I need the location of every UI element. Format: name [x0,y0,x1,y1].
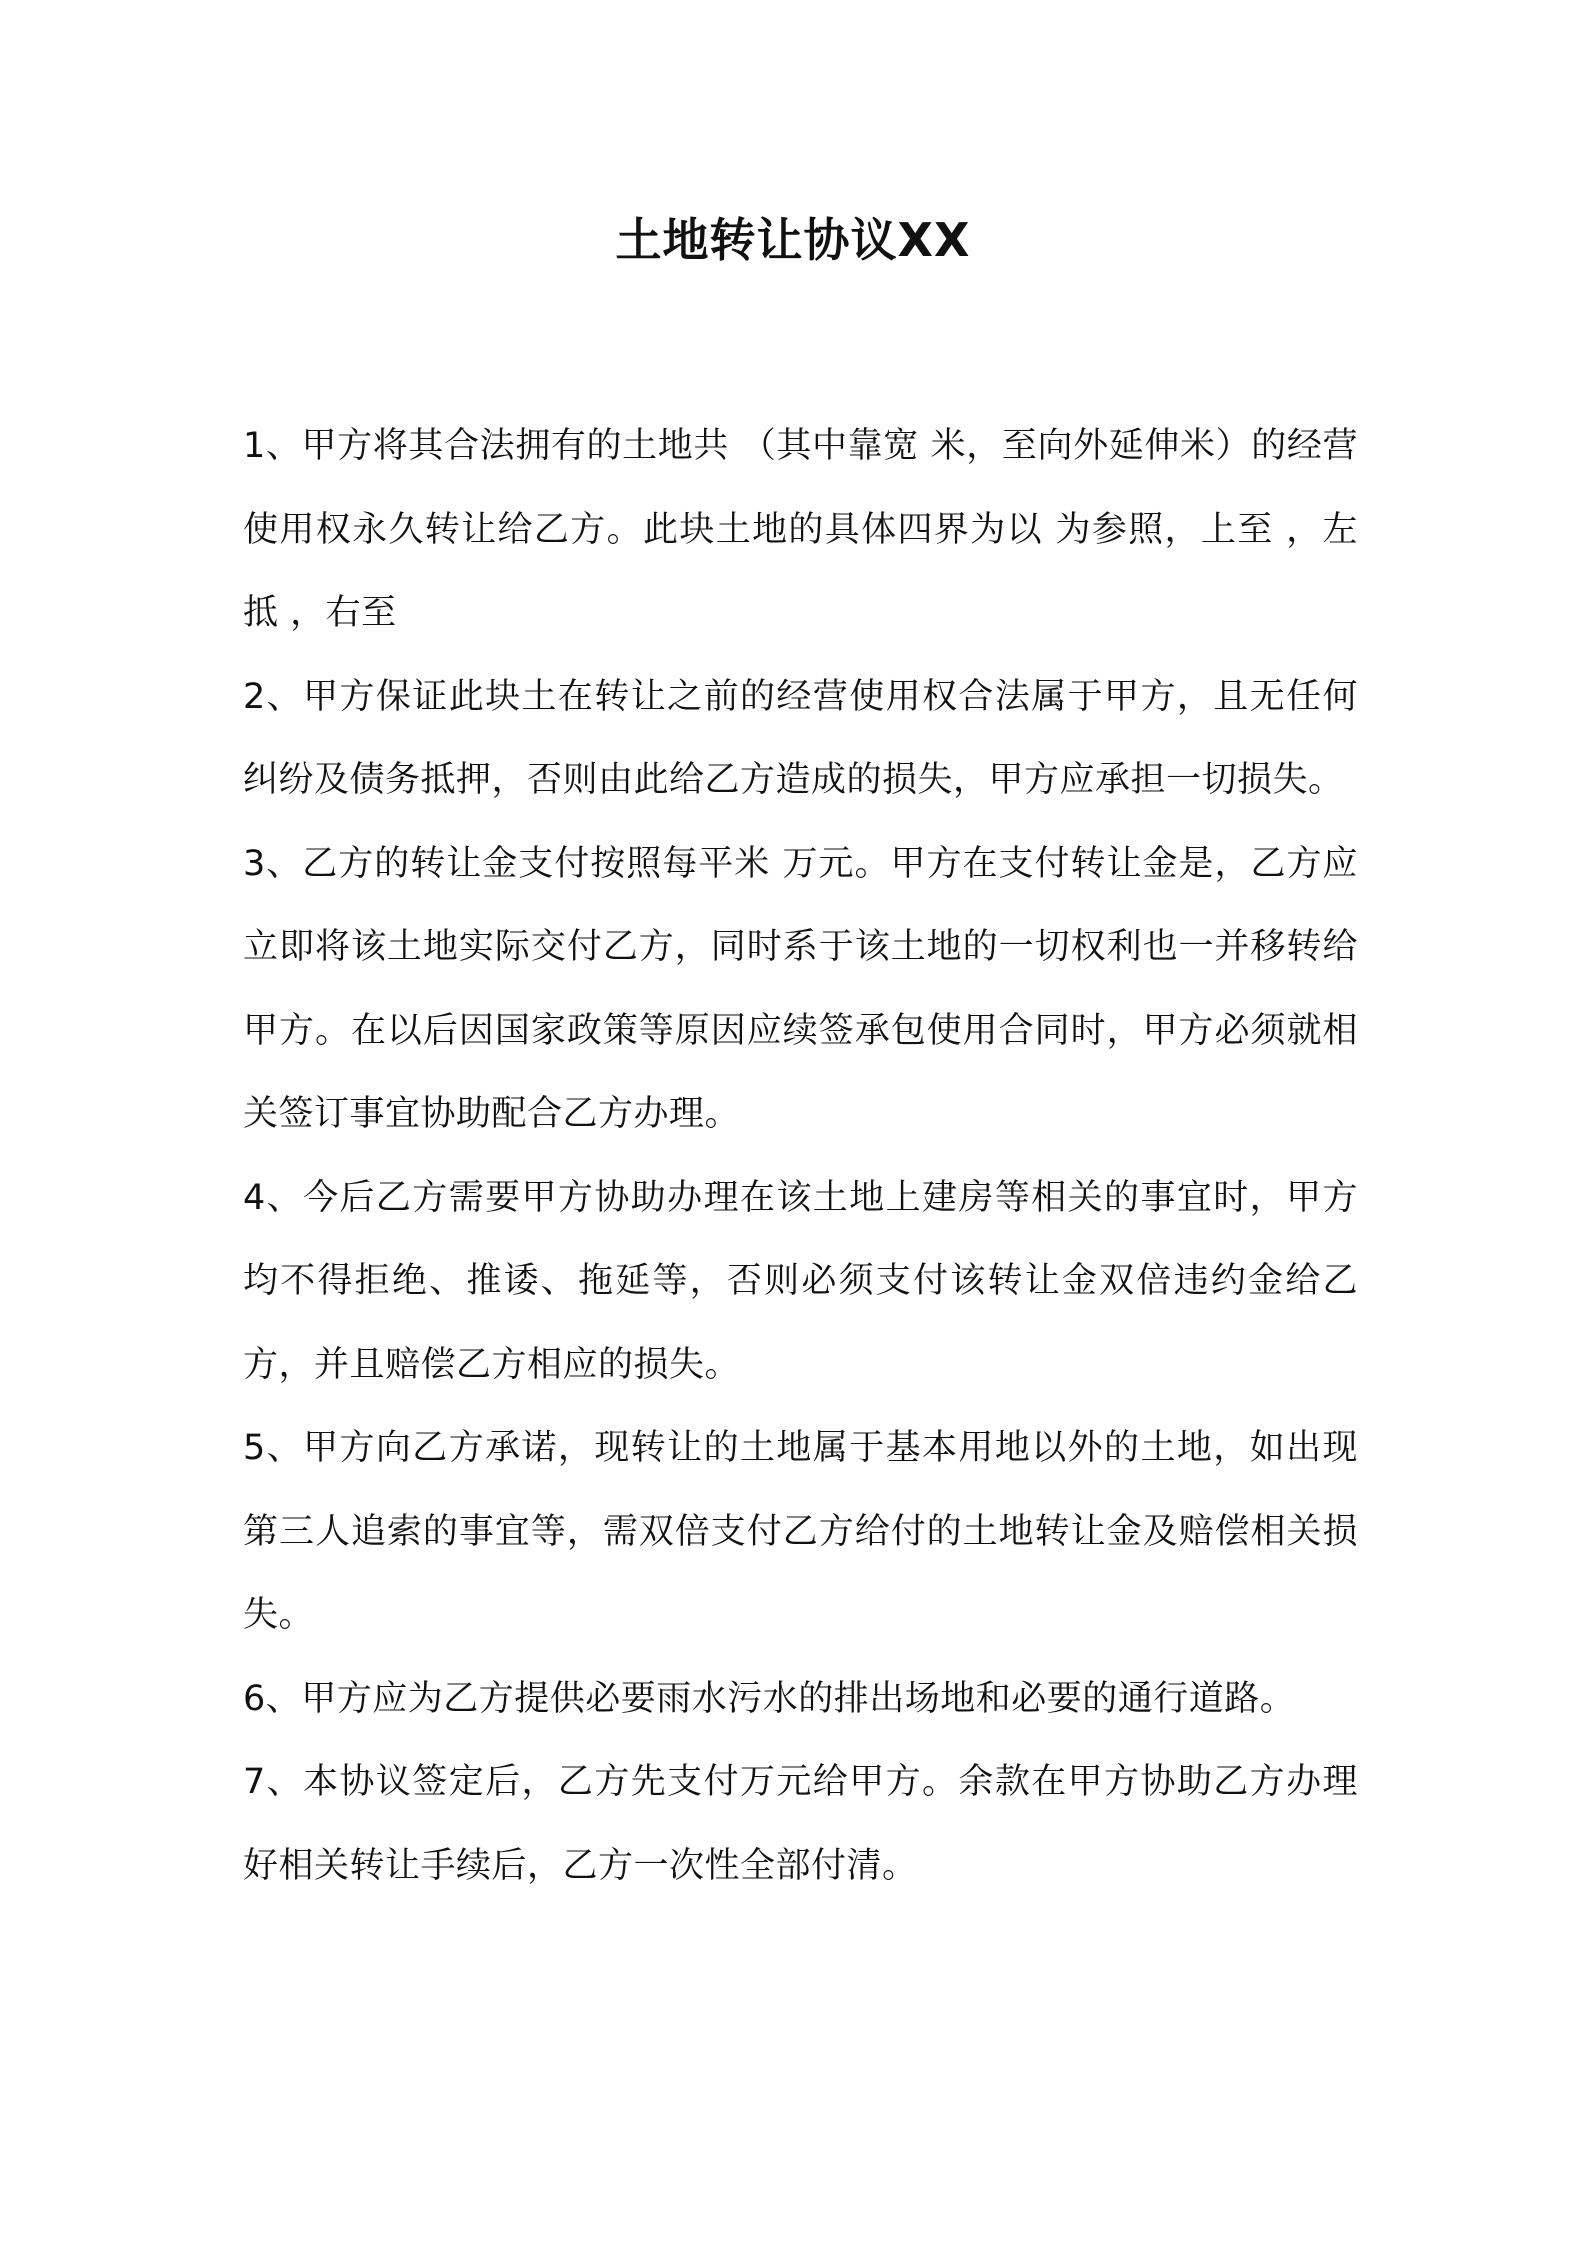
clause-6: 6、甲方应为乙方提供必要雨水污水的排出场地和必要的通行道路。 [243,1678,1296,1719]
clause-3: 3、乙方的转让金支付按照每平米 万元。甲方在支付转让金是，乙方应立即将该土地实际交付乙方，同时系于该土地的一切权利也一并移转给甲方。在以后因国家政策等原因应续签承包使用合同时，甲方必须就相关签订事宜协助配合乙方办理。 [243,843,1358,1134]
document-body [243,405,1358,1908]
clause-5: 5、甲方向乙方承诺，现转让的土地属于基本用地以外的土地，如出现第三人追索的事宜等，需双倍支付乙方给付的土地转让金及赔偿相关损失。 [243,1428,1358,1635]
document-title: 土地转让协议XX [615,213,971,267]
clause-2: 2、甲方保证此块土在转让之前的经营使用权合法属于甲方，且无任何纠纷及债务抵押，否则由此给乙方造成的损失，甲方应承担一切损失。 [243,676,1358,800]
clause-4: 4、今后乙方需要甲方协助办理在该土地上建房等相关的事宜时，甲方均不得拒绝、推诿、拖延等，否则必须支付该转让金双倍违约金给乙方，并且赔偿乙方相应的损失。 [243,1177,1358,1385]
clause-7: 7、本协议签定后，乙方先支付万元给甲方。余款在甲方协助乙方办理好相关转让手续后，乙方一次性全部付清。 [243,1762,1358,1886]
clause-1: 1、甲方将其合法拥有的土地共 （其中靠宽 米，至向外延伸米）的经营使用权永久转让给乙方。此块土地的具体四界为以 为参照，上至 ，左抵 ，右至 [243,426,1358,633]
